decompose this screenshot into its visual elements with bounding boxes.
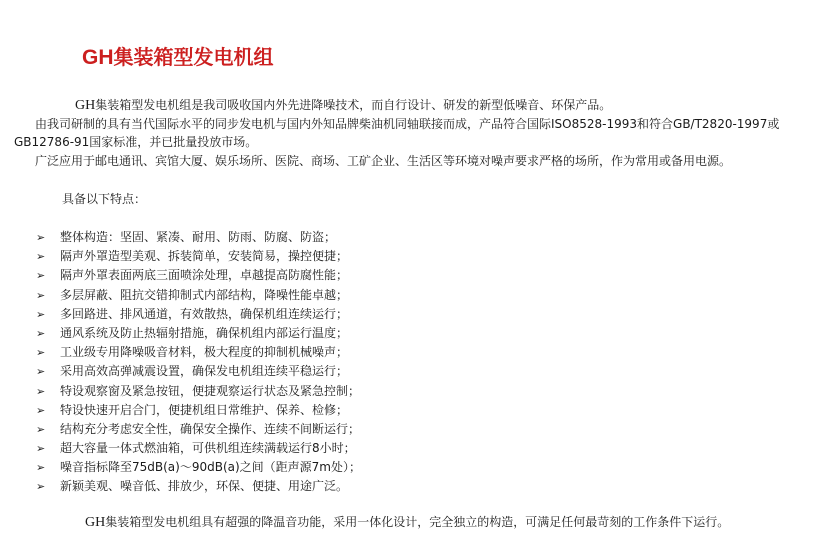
feature-item-text: 多层屏蔽、阻抗交错抑制式内部结构，降噪性能卓越； [60,287,349,302]
intro-p1-prefix: GH [75,98,96,113]
arrow-bullet-icon: ➢ [36,384,46,398]
feature-item [36,401,361,420]
feature-item [36,420,361,439]
feature-item-text: 结构充分考虑安全性，确保安全操作、连续不间断运行； [60,421,361,436]
arrow-bullet-icon: ➢ [36,269,46,283]
feature-item [36,382,361,401]
title-prefix: GH [82,46,114,69]
closing-paragraph [85,513,729,532]
feature-item [36,458,361,477]
arrow-bullet-icon: ➢ [36,231,46,244]
arrow-bullet-icon: ➢ [36,403,46,417]
feature-item-text: 隔声外罩造型美观、拆装简单，安装简易，操控便捷； [60,249,349,264]
intro-paragraph-2-line-1: 由我司研制的具有当代国际水平的同步发电机与国内外知品牌柴油机同轴联接而成，产品符合国际ISO8528-1993和符合GB/T2820-1997或 [35,117,780,131]
arrow-bullet-icon: ➢ [36,326,46,340]
arrow-bullet-icon: ➢ [36,461,46,475]
feature-item [36,477,361,496]
feature-item-text: 工业级专用降噪吸音材料，极大程度的抑制机械噪声； [60,345,349,360]
feature-item-text: 噪音指标降至75dB(a)～90dB(a)之间（距声源7m处）； [60,460,361,475]
feature-item-text: 特设快速开启合门，便捷机组日常维护、保养、检修； [60,402,349,417]
arrow-bullet-icon: ➢ [36,480,46,494]
feature-list [36,228,361,497]
feature-item [36,305,361,324]
feature-item-text: 隔声外罩表面两底三面喷涂处理，卓越提高防腐性能； [60,268,349,283]
page-title [82,44,274,71]
feature-item-text: 新颖美观、噪音低、排放少，环保、便捷、用途广泛。 [60,479,349,494]
arrow-bullet-icon: ➢ [36,442,46,456]
feature-item [36,228,361,247]
intro-paragraph-1 [75,96,611,115]
arrow-bullet-icon: ➢ [36,422,46,436]
arrow-bullet-icon: ➢ [36,288,46,302]
arrow-bullet-icon: ➢ [36,250,46,264]
feature-item-text: 超大容量一体式燃油箱，可供机组连续满载运行8小时； [60,441,356,456]
feature-item-text: 多回路进、排风通道，有效散热，确保机组连续运行； [60,306,349,321]
feature-item [36,266,361,285]
intro-paragraph-2-line-2: GB12786-91国家标准，并已批量投放市场。 [14,135,258,149]
features-heading: 具备以下特点： [62,192,147,206]
feature-item [36,439,361,458]
feature-item-text: 采用高效高弹减震设置，确保发电机组连续平稳运行； [60,364,349,379]
feature-item-text: 通风系统及防止热辐射措施，确保机组内部运行温度； [60,325,349,340]
closing-prefix: GH [85,515,106,530]
arrow-bullet-icon: ➢ [36,365,46,379]
feature-item-text: 特设观察窗及紧急按钮，便捷观察运行状态及紧急控制； [60,383,361,398]
feature-item [36,247,361,266]
arrow-bullet-icon: ➢ [36,307,46,321]
closing-text: 集装箱型发电机组具有超强的降温音功能，采用一体化设计，完全独立的构造，可满足任何最苛刻的工作条件下运行。 [105,515,730,529]
feature-item [36,362,361,381]
feature-item-text: 整体构造：坚固、紧凑、耐用、防雨、防腐、防盗； [60,230,337,244]
feature-item [36,324,361,343]
feature-item [36,286,361,305]
intro-paragraph-3: 广泛应用于邮电通讯、宾馆大厦、娱乐场所、医院、商场、工矿企业、生活区等环境对噪声要求严格的场所，作为常用或备用电源。 [35,154,732,168]
intro-p1-text: 集装箱型发电机组是我司吸收国内外先进降噪技术，而自行设计、研发的新型低噪音、环保产品。 [95,98,612,112]
title-rest: 集装箱型发电机组 [113,45,274,69]
arrow-bullet-icon: ➢ [36,346,46,360]
feature-item [36,343,361,362]
